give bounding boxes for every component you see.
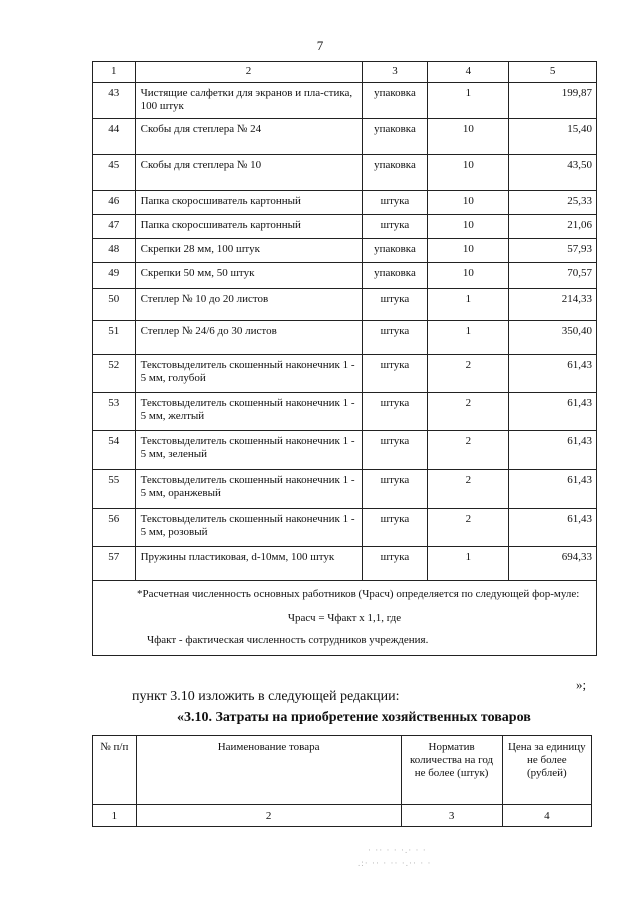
row-item-name: Текстовыделитель скошенный наконечник 1 - 5 мм, розовый — [135, 509, 362, 547]
row-unit: штука — [362, 431, 428, 470]
table-row — [93, 239, 597, 263]
row-unit: упаковка — [362, 83, 428, 119]
column-index-5: 5 — [509, 62, 597, 83]
row-item-name: Папка скоросшиватель картонный — [135, 191, 362, 215]
header-product-name: Наименование товара — [136, 736, 401, 805]
column-index-3: 3 — [362, 62, 428, 83]
column-index-4: 4 — [428, 62, 509, 83]
row-price: 350,40 — [509, 321, 597, 355]
row-item-name: Текстовыделитель скошенный наконечник 1 - 5 мм, голубой — [135, 355, 362, 393]
table-row — [93, 431, 597, 470]
row-price: 61,43 — [509, 470, 597, 509]
column-index-1: 1 — [93, 62, 136, 83]
row-item-name: Текстовыделитель скошенный наконечник 1 - 5 мм, зеленый — [135, 431, 362, 470]
table-row — [93, 155, 597, 191]
row-number: 48 — [93, 239, 136, 263]
row-number: 49 — [93, 263, 136, 289]
row-quantity: 2 — [428, 393, 509, 431]
row-number: 57 — [93, 547, 136, 581]
row-quantity: 2 — [428, 355, 509, 393]
page-number: 7 — [316, 38, 324, 53]
row-quantity: 10 — [428, 155, 509, 191]
index-3: 3 — [401, 805, 502, 827]
row-number: 46 — [93, 191, 136, 215]
note-formula: Чрасч = Чфакт х 1,1, где — [287, 612, 402, 624]
row-unit: упаковка — [362, 155, 428, 191]
row-unit: упаковка — [362, 239, 428, 263]
row-unit: штука — [362, 289, 428, 321]
row-quantity: 1 — [428, 547, 509, 581]
row-number: 55 — [93, 470, 136, 509]
row-unit: штука — [362, 547, 428, 581]
row-quantity: 10 — [428, 119, 509, 155]
table-row — [93, 191, 597, 215]
column-index-2: 2 — [135, 62, 362, 83]
row-unit: штука — [362, 355, 428, 393]
clause-title: «3.10. Затраты на приобретение хозяйственных товаров — [177, 710, 531, 725]
row-unit: штука — [362, 191, 428, 215]
row-price: 43,50 — [509, 155, 597, 191]
row-item-name: Текстовыделитель скошенный наконечник 1 - 5 мм, оранжевый — [135, 470, 362, 509]
row-price: 694,33 — [509, 547, 597, 581]
table-row — [93, 321, 597, 355]
table-row — [93, 547, 597, 581]
row-number: 44 — [93, 119, 136, 155]
row-unit: штука — [362, 509, 428, 547]
row-quantity: 2 — [428, 431, 509, 470]
clause-intro: пункт 3.10 изложить в следующей редакции: — [132, 689, 400, 704]
closing-quote: »; — [576, 677, 587, 692]
row-unit: штука — [362, 393, 428, 431]
row-number: 54 — [93, 431, 136, 470]
table-row — [93, 393, 597, 431]
index-2: 2 — [136, 805, 401, 827]
row-item-name: Пружины пластиковая, d-10мм, 100 штук — [135, 547, 362, 581]
row-number: 50 — [93, 289, 136, 321]
row-item-name: Скобы для степлера № 10 — [135, 155, 362, 191]
household-goods-table — [92, 735, 592, 827]
header-number: № п/п — [93, 736, 137, 805]
row-price: 61,43 — [509, 355, 597, 393]
row-quantity: 10 — [428, 191, 509, 215]
note-fact: Чфакт - фактическая численность сотрудников учреждения. — [147, 634, 429, 646]
table-row — [93, 289, 597, 321]
row-price: 214,33 — [509, 289, 597, 321]
row-quantity: 1 — [428, 321, 509, 355]
row-number: 52 — [93, 355, 136, 393]
row-quantity: 1 — [428, 289, 509, 321]
row-number: 45 — [93, 155, 136, 191]
scan-artifact: .:· ·· · ·· ·.·· · · — [358, 858, 432, 868]
table-row — [93, 470, 597, 509]
index-4: 4 — [502, 805, 591, 827]
household-index-row — [93, 805, 592, 827]
row-price: 70,57 — [509, 263, 597, 289]
note-text: *Расчетная численность основных работников (Чрасч) определяется по следующей фор-муле: — [137, 588, 580, 600]
row-unit: упаковка — [362, 263, 428, 289]
row-item-name: Степлер № 10 до 20 листов — [135, 289, 362, 321]
row-price: 21,06 — [509, 215, 597, 239]
row-number: 51 — [93, 321, 136, 355]
row-number: 43 — [93, 83, 136, 119]
table-row — [93, 355, 597, 393]
row-item-name: Скобы для степлера № 24 — [135, 119, 362, 155]
row-unit: штука — [362, 215, 428, 239]
row-item-name: Чистящие салфетки для экранов и пла-стика, 100 штук — [135, 83, 362, 119]
household-header-row — [93, 736, 592, 805]
row-item-name: Скрепки 50 мм, 50 штук — [135, 263, 362, 289]
row-price: 57,93 — [509, 239, 597, 263]
row-item-name: Скрепки 28 мм, 100 штук — [135, 239, 362, 263]
row-unit: штука — [362, 321, 428, 355]
column-index-row — [93, 62, 597, 83]
row-quantity: 10 — [428, 239, 509, 263]
table-row — [93, 119, 597, 155]
row-item-name: Папка скоросшиватель картонный — [135, 215, 362, 239]
row-price: 61,43 — [509, 393, 597, 431]
table-row — [93, 83, 597, 119]
note-row — [93, 581, 597, 656]
header-quantity-norm: Норматив количества на год не более (штук) — [401, 736, 502, 805]
table-row — [93, 215, 597, 239]
row-quantity: 10 — [428, 215, 509, 239]
row-unit: штука — [362, 470, 428, 509]
row-item-name: Степлер № 24/6 до 30 листов — [135, 321, 362, 355]
note-section — [93, 581, 597, 656]
header-unit-price: Цена за единицу не более (рублей) — [502, 736, 591, 805]
table-row — [93, 263, 597, 289]
scan-artifact: · ·· · · ·.· · · — [368, 845, 427, 855]
table-row — [93, 509, 597, 547]
row-price: 25,33 — [509, 191, 597, 215]
row-number: 53 — [93, 393, 136, 431]
row-price: 15,40 — [509, 119, 597, 155]
row-unit: упаковка — [362, 119, 428, 155]
note-cell — [93, 581, 597, 656]
consumables-table-body — [93, 62, 597, 581]
row-item-name: Текстовыделитель скошенный наконечник 1 - 5 мм, желтый — [135, 393, 362, 431]
index-1: 1 — [93, 805, 137, 827]
row-price: 61,43 — [509, 431, 597, 470]
row-quantity: 1 — [428, 83, 509, 119]
consumables-table — [92, 61, 597, 656]
row-price: 199,87 — [509, 83, 597, 119]
row-quantity: 2 — [428, 470, 509, 509]
row-number: 56 — [93, 509, 136, 547]
row-quantity: 10 — [428, 263, 509, 289]
row-quantity: 2 — [428, 509, 509, 547]
row-price: 61,43 — [509, 509, 597, 547]
row-number: 47 — [93, 215, 136, 239]
